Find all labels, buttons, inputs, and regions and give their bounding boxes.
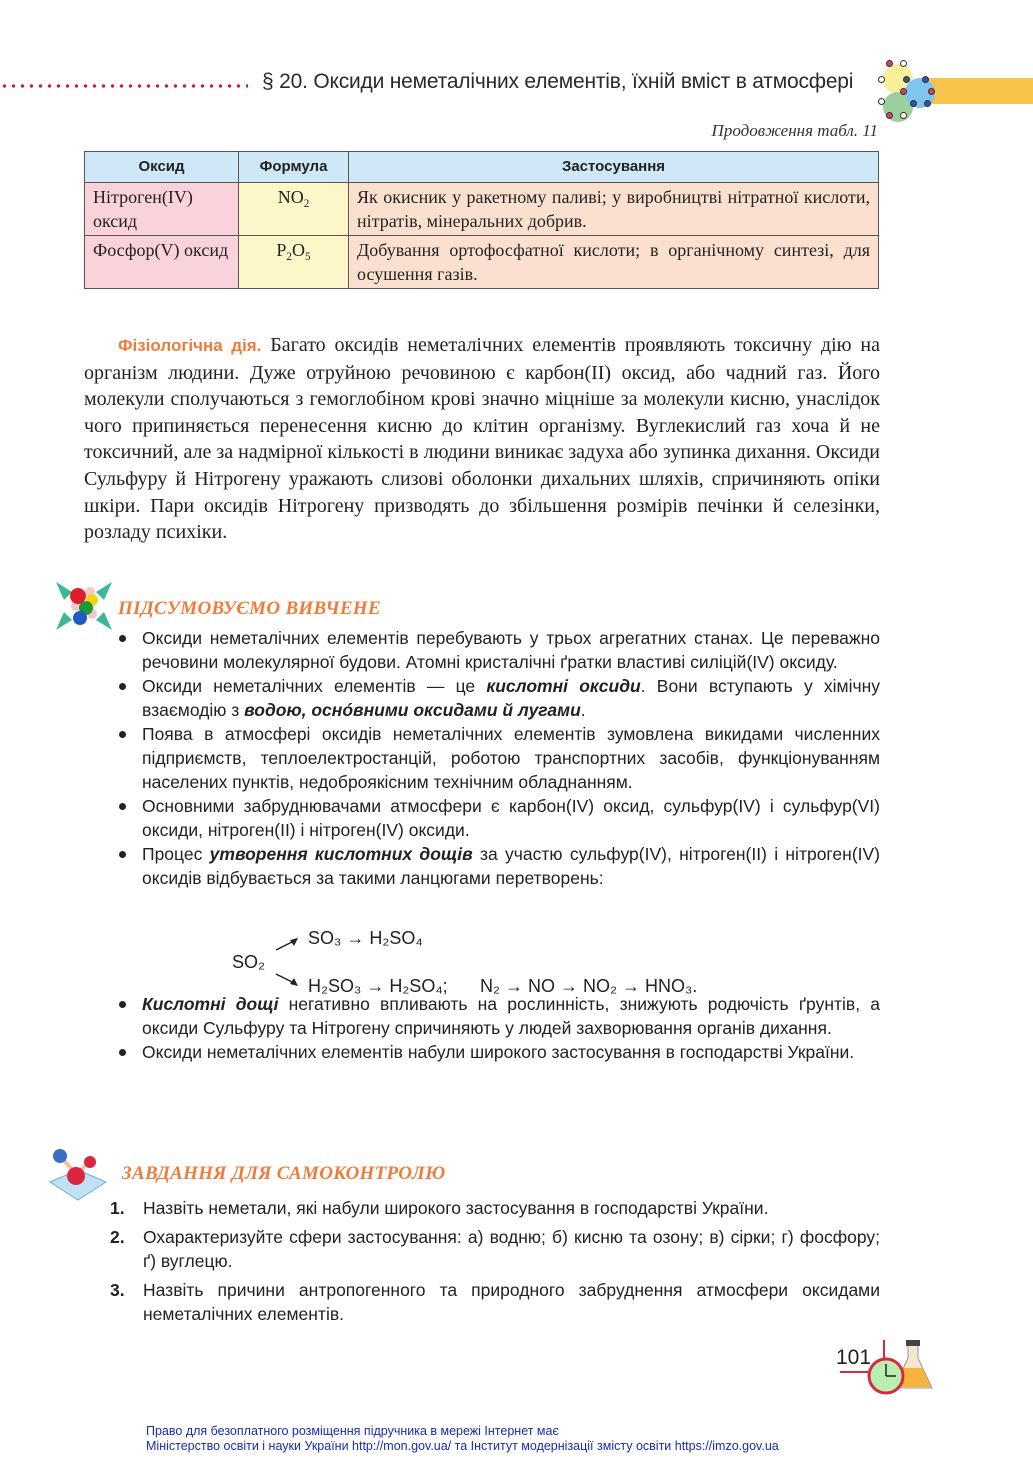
oxide-name: Нітроген(IV) оксид [85,183,239,236]
formula-subscript: 2 [286,250,292,263]
section-title: § 20. Оксиди неметалічних елементів, їхній вміст в атмосфері [262,70,854,93]
task-text: Назвіть причини антропогенного та природного забруднення атмосфери оксидами неметалічних елементів. [143,1280,880,1324]
list-item [115,626,880,674]
footer-line-1: Право для безоплатного розміщення підручника в мережі Інтернет має [146,1424,559,1438]
copyright-footer [146,1424,779,1454]
column-header-usage: Застосування [349,152,879,183]
summary-heading: ПІДСУМОВУЄМО ВИВЧЕНЕ [118,598,381,619]
atom-dot [878,98,885,105]
list-item-text: Процес [142,844,210,864]
formula-cell [239,183,349,236]
list-item-text: . [580,700,586,720]
physiology-lead: Фізіологічна дія. [118,336,262,355]
atom-dot [900,60,907,67]
task-text: Охарактеризуйте сфери застосування: а) водню; б) кисню та озону; в) сірки; г) фосфору; ґ) вуглецю. [143,1227,880,1271]
list-item-text: Поява в атмосфері оксидів неметалічних елементів зумовлена викидами численних підприємств, теплоелектростанцій, роботою транспортних засобів, функціонуванням населених пунктів, недоброякісним технічним обладнанням. [142,724,880,792]
atom-dot [928,88,935,95]
oxides-table [84,151,879,289]
formula-subscript: 5 [305,250,311,263]
task-number: 1. [110,1198,125,1218]
formula-subscript: 2 [303,197,310,210]
list-item [115,1040,880,1064]
dotted-rule [0,84,248,88]
list-item [115,722,880,794]
list-item-text: Оксиди неметалічних елементів — це [142,676,487,696]
list-item [115,992,880,1040]
nitrogen-chain: N₂ → NO → NO₂ → HNO₃. [480,976,698,996]
scheme-branch-2: H₂SO₃ → H₂SO₄; [308,976,448,996]
self-control-icon [48,1148,108,1202]
emphasis-term: кислотні оксиди [486,676,641,696]
table-header-row [85,152,879,183]
atom-dot [900,112,907,119]
atom-dot [903,76,910,83]
list-item-text: негативно впливають на рослинність, знижують родючість ґрунтів, а оксиди Сульфуру та Нітрогену спричиняють у людей захворювання органів дихання. [142,994,880,1038]
list-item-text: Оксиди неметалічних елементів набули широкого застосування в господарстві України. [142,1042,855,1062]
tasks-list [110,1196,880,1331]
usage-cell: Добування ортофосфатної кислоти; в органічному синтезі, для осушення газів. [349,236,879,289]
task-item [110,1278,880,1326]
branch-arrows-icon [272,932,306,992]
list-item [115,794,880,842]
list-item-text: за участю сульфур(IV), нітроген(II) і нітроген(IV) оксидів відбувається за такими ланцюгами перетворень: [142,844,881,888]
table-caption: Продовження табл. 11 [711,121,878,140]
usage-cell: Як окисник у ракетному паливі; у виробництві нітратної кислоти, нітратів, мінеральних добрив. [349,183,879,236]
formula-part: P [276,240,287,260]
oxide-name: Фосфор(V) оксид [85,236,239,289]
list-item [115,842,880,890]
emphasis-term: Кислотні дощі [142,994,279,1014]
column-header-formula: Формула [239,152,349,183]
clock-flask-icon [800,1340,940,1396]
formula-part: O [292,240,305,260]
footer-line-2: Міністерство освіти і науки України http://mon.gov.ua/ та Інститут модернізації змісту освіти https://imzo.gov.ua [146,1439,779,1453]
scheme-start: SO₂ [232,952,265,972]
atom-dot [878,76,885,83]
tasks-heading: ЗАВДАННЯ ДЛЯ САМОКОНТРОЛЮ [122,1163,446,1184]
list-item-text: . Вони вступають у хімічну взаємодію з [142,676,881,720]
list-item-text: Оксиди неметалічних елементів перебувають у трьох агрегатних станах. Це переважно речовини молекулярної будови. Атомні кристалічні ґратки властиві силіцій(IV) оксиду. [142,628,880,672]
formula-part: NO [277,187,304,207]
list-item [115,674,880,722]
table-row [85,183,879,236]
atom-dot [886,112,893,119]
scheme-branch-1: SO₃ → H₂SO₄ [308,928,423,948]
atom-dot [910,100,917,107]
emphasis-term: водою, оснóвними оксидами й лугами [244,700,581,720]
atom-dot [886,60,893,67]
task-item [110,1225,880,1273]
summary-list [115,626,880,1064]
atom-dot [924,100,931,107]
task-item [110,1196,880,1220]
task-text: Назвіть неметали, які набули широкого застосування в господарстві України. [143,1198,769,1218]
table-row [85,236,879,289]
physiology-paragraph [84,332,880,546]
atom-dot [900,88,907,95]
task-number: 3. [110,1280,125,1300]
emphasis-term: утворення кислотних дощів [209,844,473,864]
molecule-summary-icon [56,578,112,634]
list-item-text: Основними забруднювачами атмосфери є карбон(IV) оксид, сульфур(IV) і сульфур(VI) оксиди, нітроген(II) і нітроген(IV) оксиди. [142,796,880,840]
atom-dot [922,76,929,83]
formula-cell [239,236,349,289]
physiology-text: Багато оксидів неметалічних елементів проявляють токсичну дію на організм людини. Дуже отруйною речовиною є карбон(II) оксид, або чадний газ. Його молекули сполучаються з гемоглобіном крові значно міцніше за молекули кисню, унаслідок чого припиняється перенесення кисню до клітин організму. Вуглекислий газ хоча й не токсичний, але за надмірної кількості в людини виникає задуха або зупинка дихання. Оксиди Сульфуру й Нітрогену уражають слизові оболонки дихальних шляхів, спричиняють опіки шкіри. Пари оксидів Нітрогену призводять до збільшення розмірів печінки й селезінки, розладу психіки. [84,334,880,544]
task-number: 2. [110,1227,125,1247]
header-accent-bar [925,78,1033,104]
page-number: 101 [836,1346,872,1369]
column-header-oxide: Оксид [85,152,239,183]
